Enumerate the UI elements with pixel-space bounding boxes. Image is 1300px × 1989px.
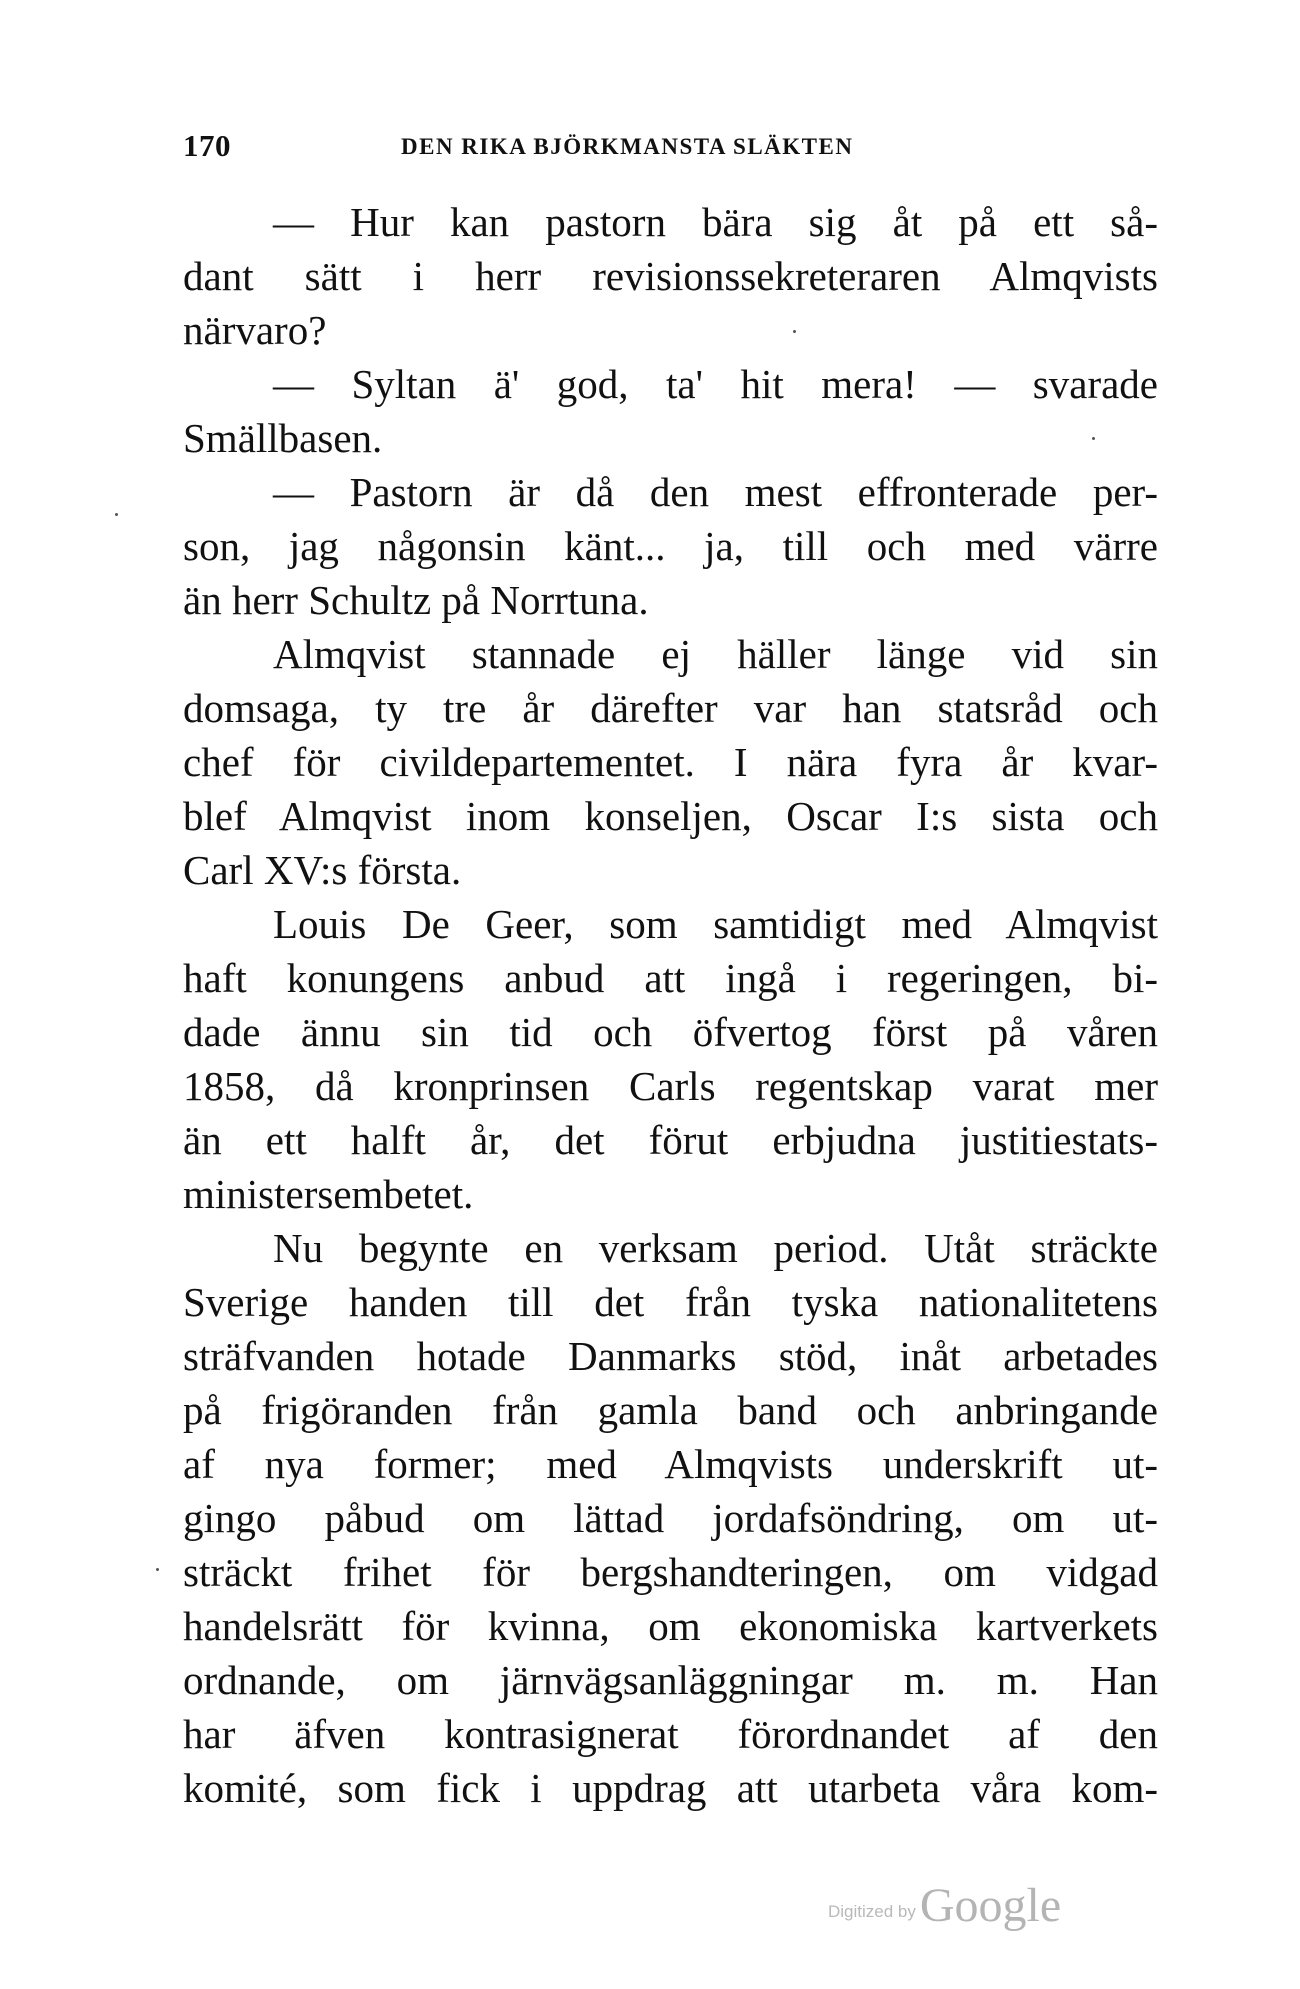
- page-header: [183, 128, 1158, 168]
- text-line: ministersembetet.: [183, 1171, 474, 1217]
- text-line: dant sätt i herr revisionssekreteraren Almqvists: [183, 253, 1158, 299]
- text-line: ordnande, om järnvägsanläggningar m. m. Han: [183, 1657, 1158, 1703]
- text-line: af nya former; med Almqvists underskrift ut-: [183, 1441, 1158, 1487]
- text-line: Smällbasen.: [183, 415, 383, 461]
- digitized-watermark: [828, 1878, 1061, 1933]
- digitized-by-text: Digitized by: [828, 1902, 916, 1921]
- text-line: har äfven kontrasignerat förordnandet af den: [183, 1711, 1158, 1757]
- text-line: Carl XV:s första.: [183, 847, 462, 893]
- text-line: blef Almqvist inom konseljen, Oscar I:s sista och: [183, 793, 1158, 839]
- text-line: domsaga, ty tre år därefter var han statsråd och: [183, 685, 1158, 731]
- text-line: chef för civildepartementet. I nära fyra år kvar-: [183, 739, 1158, 785]
- running-head: DEN RIKA BJÖRKMANSTA SLÄKTEN: [401, 134, 854, 159]
- text-line: sträckt frihet för bergshandteringen, om vidgad: [183, 1549, 1158, 1595]
- text-line: — Syltan ä' god, ta' hit mera! — svarade: [273, 361, 1158, 407]
- text-line: på frigöranden från gamla band och anbringande: [183, 1387, 1158, 1433]
- text-line: Louis De Geer, som samtidigt med Almqvist: [273, 901, 1158, 947]
- scan-speck: [1092, 437, 1095, 440]
- text-line: — Pastorn är då den mest effronterade per-: [273, 469, 1158, 515]
- text-line: sträfvanden hotade Danmarks stöd, inåt arbetades: [183, 1333, 1158, 1379]
- body-text: [183, 195, 1158, 1815]
- scan-speck: [115, 513, 118, 516]
- text-line: gingo påbud om lättad jordafsöndring, om ut-: [183, 1495, 1158, 1541]
- text-line: än ett halft år, det förut erbjudna justitiestats-: [183, 1117, 1158, 1163]
- scan-speck: [793, 330, 796, 333]
- scan-speck: [156, 1568, 159, 1571]
- text-line: komité, som fick i uppdrag att utarbeta våra kom-: [183, 1765, 1158, 1811]
- text-line: Almqvist stannade ej häller länge vid sin: [273, 631, 1158, 677]
- text-line: — Hur kan pastorn bära sig åt på ett så-: [273, 199, 1158, 245]
- text-line: än herr Schultz på Norrtuna.: [183, 577, 649, 623]
- text-line: haft konungens anbud att ingå i regeringen, bi-: [183, 955, 1158, 1001]
- page-number: 170: [183, 128, 231, 163]
- text-line: son, jag någonsin känt... ja, till och med värre: [183, 523, 1158, 569]
- text-line: Sverige handen till det från tyska nationalitetens: [183, 1279, 1158, 1325]
- text-line: närvaro?: [183, 307, 327, 353]
- text-line: 1858, då kronprinsen Carls regentskap varat mer: [183, 1063, 1158, 1109]
- text-line: Nu begynte en verksam period. Utåt sträckte: [273, 1225, 1158, 1271]
- text-line: handelsrätt för kvinna, om ekonomiska kartverkets: [183, 1603, 1158, 1649]
- google-wordmark: Google: [919, 1879, 1062, 1932]
- text-line: dade ännu sin tid och öfvertog först på våren: [183, 1009, 1158, 1055]
